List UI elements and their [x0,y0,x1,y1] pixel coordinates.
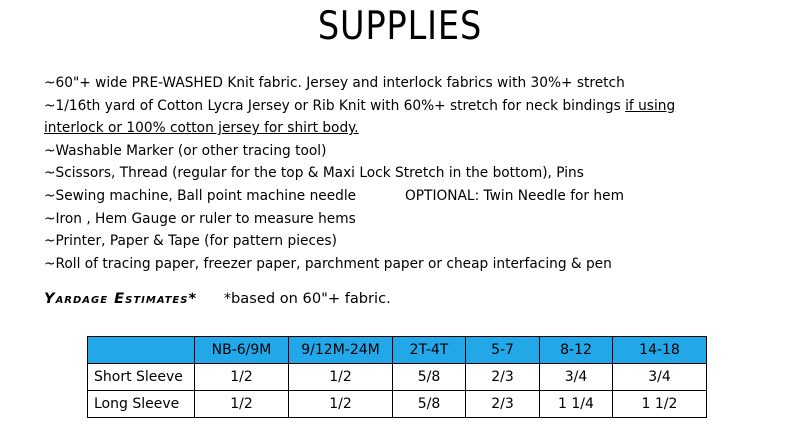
table-header-cell: 14-18 [613,337,707,364]
table-header-cell: 5-7 [466,337,540,364]
supply-item [44,95,740,118]
page-title: SUPPLIES [317,4,483,49]
supplies-list [44,72,740,275]
table-cell: 2/3 [466,391,540,418]
table-cell: 3/4 [540,364,613,391]
table-cell: 1/2 [289,364,393,391]
row-label: Long Sleeve [88,391,195,418]
table-cell: 1 1/2 [613,391,707,418]
table-header-cell [88,337,195,364]
yardage-heading [44,290,391,307]
table-row [88,364,707,391]
supply-item-underlined: interlock or 100% cotton jersey for shirt body. [44,119,359,137]
table-row [88,391,707,418]
supply-item: ~Iron , Hem Gauge or ruler to measure hems [44,209,356,227]
supply-item: ~Printer, Paper & Tape (for pattern pieces) [44,232,337,250]
supply-item: ~60"+ wide PRE-WASHED Knit fabric. Jersey and interlock fabrics with 30%+ stretch [44,74,625,91]
supply-item: ~Roll of tracing paper, freezer paper, parchment paper or cheap interfacing & pen [44,254,612,272]
yardage-table [87,336,707,418]
supply-item-optional: OPTIONAL: Twin Needle for hem [404,186,624,204]
supply-item: ~Washable Marker (or other tracing tool) [44,141,327,159]
yardage-note: *based on 60"+ fabric. [223,290,391,307]
table-header-cell: 2T-4T [393,337,466,364]
table-header-cell: 8-12 [540,337,613,364]
table-cell: 1/2 [195,391,289,418]
supply-item: ~Scissors, Thread (regular for the top & Maxi Lock Stretch in the bottom), Pins [44,164,584,182]
table-cell: 5/8 [393,364,466,391]
supply-item-continuation [44,117,740,140]
table-header-cell: 9/12M-24M [289,337,393,364]
table-header-row [88,337,707,364]
yardage-title: Yardage Estimates* [44,290,198,307]
table-cell: 5/8 [393,391,466,418]
table-header-cell: NB-6/9M [195,337,289,364]
table-cell: 2/3 [466,364,540,391]
supply-item-text: ~1/16th yard of Cotton Lycra Jersey or Rib Knit with 60%+ stretch for neck bindings [44,96,626,114]
supply-item-underlined: if using [625,96,676,114]
table-cell: 1 1/4 [540,391,613,418]
table-cell: 1/2 [289,391,393,418]
supply-item [44,185,740,208]
table-cell: 3/4 [613,364,707,391]
supply-item-text: ~Sewing machine, Ball point machine needle [44,186,357,204]
row-label: Short Sleeve [88,364,195,391]
table-cell: 1/2 [195,364,289,391]
